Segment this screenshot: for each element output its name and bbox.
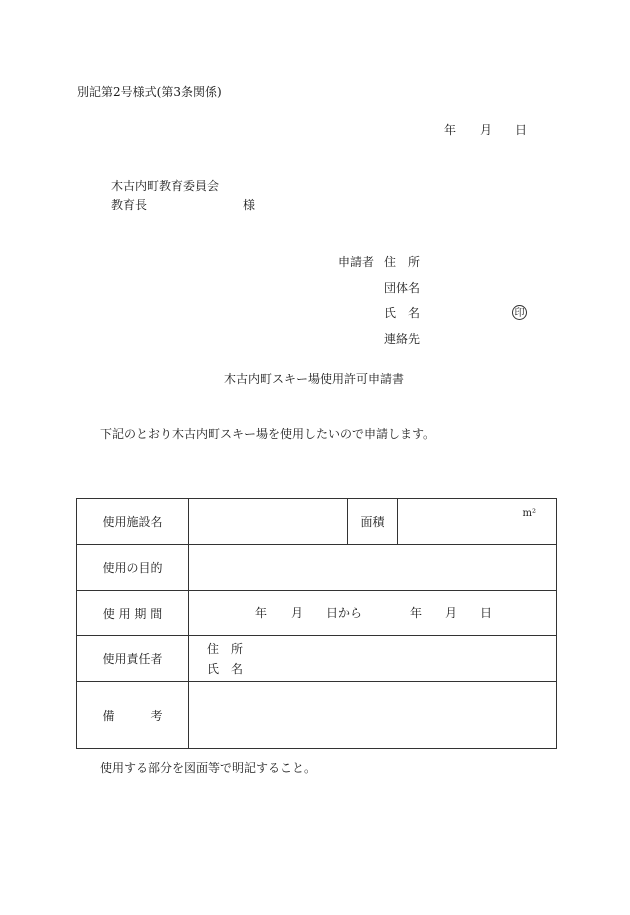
purpose-label: 使用の目的 <box>77 545 189 591</box>
date-day-label: 日 <box>515 123 528 137</box>
document-intro: 下記のとおり木古内町スキー場を使用したいので申請します。 <box>100 427 436 441</box>
application-table <box>76 498 557 749</box>
facility-name-label: 使用施設名 <box>77 499 189 545</box>
applicant-label: 申請者 <box>338 255 375 269</box>
footnote: 使用する部分を図面等で明記すること。 <box>100 761 317 775</box>
date-month-label: 月 <box>480 123 493 137</box>
form-number: 別記第2号様式(第3条関係) <box>77 85 222 99</box>
period-label: 使 用 期 間 <box>77 591 189 636</box>
applicant-name-label: 氏 名 <box>384 306 421 320</box>
table-row-facility <box>77 499 557 545</box>
document-title: 木古内町スキー場使用許可申請書 <box>224 372 405 386</box>
remarks-field[interactable] <box>189 682 557 749</box>
period-month-to: 月 <box>445 606 458 620</box>
addressee-honorific: 様 <box>243 198 256 212</box>
manager-field[interactable] <box>189 636 557 682</box>
table-row-manager <box>77 636 557 682</box>
applicant-contact-label: 連絡先 <box>384 332 421 346</box>
period-year-from: 年 <box>255 606 268 620</box>
table-row-remarks <box>77 682 557 749</box>
addressee-title: 教育長 <box>111 198 148 212</box>
area-field[interactable] <box>398 499 557 545</box>
period-year-to: 年 <box>410 606 423 620</box>
facility-name-field[interactable] <box>189 499 348 545</box>
addressee-org: 木古内町教育委員会 <box>111 179 220 193</box>
table-row-period <box>77 591 557 636</box>
table-row-purpose <box>77 545 557 591</box>
manager-address-label: 住 所 <box>207 642 244 656</box>
seal-mark: 印 <box>512 305 527 320</box>
period-day-from: 日から <box>326 606 363 620</box>
period-field[interactable] <box>189 591 557 636</box>
manager-label: 使用責任者 <box>77 636 189 682</box>
area-unit: m² <box>522 508 536 519</box>
applicant-address-label: 住 所 <box>384 255 421 269</box>
area-label: 面積 <box>348 499 398 545</box>
date-year-label: 年 <box>444 123 457 137</box>
applicant-group-label: 団体名 <box>384 281 421 295</box>
purpose-field[interactable] <box>189 545 557 591</box>
period-month-from: 月 <box>291 606 304 620</box>
manager-name-label: 氏 名 <box>207 662 244 676</box>
remarks-label: 備 考 <box>77 682 189 749</box>
period-day-to: 日 <box>480 606 493 620</box>
